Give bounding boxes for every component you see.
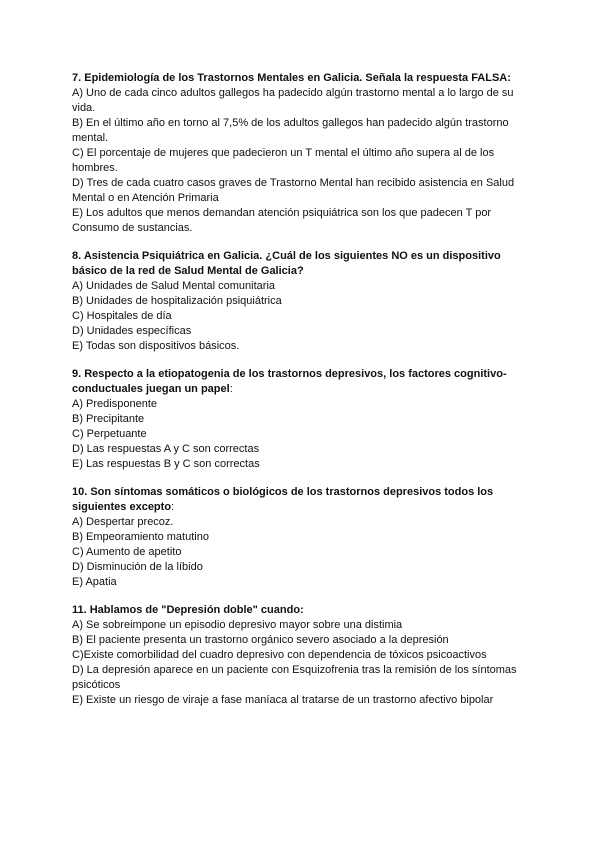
answer-option-c: C) Hospitales de día <box>72 310 172 322</box>
answer-option-e: E) Apatia <box>72 576 117 588</box>
question-title-text: 7. Epidemiología de los Trastornos Mentales en Galicia. Señala la respuesta FALSA: <box>72 72 511 84</box>
question-11 <box>72 603 532 708</box>
question-title <box>72 367 532 397</box>
question-title-colon: : <box>229 383 233 395</box>
exam-page <box>72 71 532 721</box>
answer-option-e: E) Todas son dispositivos básicos. <box>72 340 240 352</box>
question-title <box>72 485 532 515</box>
answer-option-c: C)Existe comorbilidad del cuadro depresivo con dependencia de tóxicos psicoactivos <box>72 649 487 661</box>
question-title-text: 11. Hablamos de "Depresión doble" cuando: <box>72 604 304 616</box>
answer-option-e: E) Los adultos que menos demandan atención psiquiátrica son los que padecen T por Consumo de sustancias. <box>72 207 492 234</box>
question-9 <box>72 367 532 472</box>
answer-option-c: C) El porcentaje de mujeres que padecieron un T mental el último año supera al de los hombres. <box>72 147 495 174</box>
answer-option-a: A) Se sobreimpone un episodio depresivo mayor sobre una distimia <box>72 619 403 631</box>
answer-option-d: D) La depresión aparece en un paciente con Esquizofrenia tras la remisión de los síntomas psicóticos <box>72 664 517 691</box>
question-title-text: 10. Son síntomas somáticos o biológicos de los trastornos depresivos todos los siguientes excepto <box>72 486 494 513</box>
answer-option-b: B) Precipitante <box>72 413 145 425</box>
question-8 <box>72 249 532 354</box>
question-title <box>72 249 532 279</box>
answer-option-a: A) Despertar precoz. <box>72 516 174 528</box>
answer-option-b: B) Unidades de hospitalización psiquiátrica <box>72 295 282 307</box>
answer-option-d: D) Unidades específicas <box>72 325 192 337</box>
answer-option-e: E) Existe un riesgo de viraje a fase maníaca al tratarse de un trastorno afectivo bipolar <box>72 694 494 706</box>
answer-option-a: A) Unidades de Salud Mental comunitaria <box>72 280 276 292</box>
question-title <box>72 603 532 618</box>
answer-option-a: A) Uno de cada cinco adultos gallegos ha padecido algún trastorno mental a lo largo de su vida. <box>72 87 514 114</box>
question-title-text: 8. Asistencia Psiquiátrica en Galicia. ¿Cuál de los siguientes NO es un dispositivo básico de la red de Salud Mental de Galicia? <box>72 250 501 277</box>
question-title-colon: : <box>171 501 175 513</box>
answer-option-b: B) El paciente presenta un trastorno orgánico severo asociado a la depresión <box>72 634 449 646</box>
question-7 <box>72 71 532 236</box>
answer-option-a: A) Predisponente <box>72 398 157 410</box>
answer-option-c: C) Aumento de apetito <box>72 546 182 558</box>
answer-option-b: B) Empeoramiento matutino <box>72 531 209 543</box>
answer-option-c: C) Perpetuante <box>72 428 147 440</box>
question-10 <box>72 485 532 590</box>
answer-option-b: B) En el último año en torno al 7,5% de los adultos gallegos han padecido algún trastorno mental. <box>72 117 509 144</box>
answer-option-d: D) Tres de cada cuatro casos graves de Trastorno Mental han recibido asistencia en Salud Mental o en Atención Primaria <box>72 177 515 204</box>
answer-option-d: D) Disminución de la líbido <box>72 561 203 573</box>
answer-option-e: E) Las respuestas B y C son correctas <box>72 458 260 470</box>
answer-option-d: D) Las respuestas A y C son correctas <box>72 443 260 455</box>
question-title-text: 9. Respecto a la etiopatogenia de los trastornos depresivos, los factores cognitivo-conductuales juegan un papel <box>72 368 507 395</box>
question-title <box>72 71 532 86</box>
